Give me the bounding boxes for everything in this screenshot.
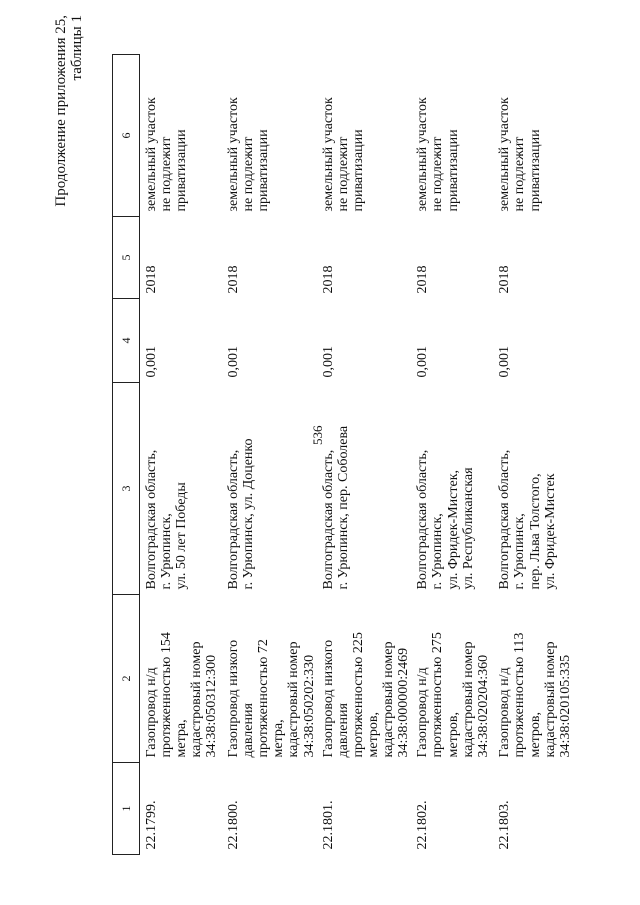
privatization-note: земельный участок не подлежит приватизации <box>144 97 190 212</box>
object-address: Волгоградская область, г. Урюпинск, ул. 50 лет Победы <box>144 449 190 590</box>
property-table <box>112 54 575 855</box>
object-address: Волгоградская область, г. Урюпинск, ул. Фридек-Мистек, ул. Республиканская <box>415 449 476 590</box>
object-description: Газопровод н/д протяженностью 275 метров, кадастровый номер 34:38:020204:360 <box>415 632 491 758</box>
row-number: 22.1801. <box>320 800 336 850</box>
row-number: 22.1799. <box>144 800 159 850</box>
object-description: Газопровод н/д протяженностью 113 метров, кадастровый номер 34:38:020105:335 <box>497 632 573 758</box>
year-value: 2018 <box>497 265 513 294</box>
privatization-note: земельный участок не подлежит приватизации <box>320 97 366 212</box>
area-value: 0,001 <box>415 346 431 378</box>
table-header-row <box>113 55 140 855</box>
year-value: 2018 <box>415 265 431 294</box>
area-value: 0,001 <box>226 346 241 378</box>
row-number: 22.1803. <box>497 800 513 850</box>
table-row <box>411 55 493 855</box>
header-col-6: 6 <box>113 55 140 217</box>
table-row <box>140 55 223 855</box>
area-value: 0,001 <box>497 346 513 378</box>
year-value: 2018 <box>226 265 241 294</box>
object-address: Волгоградская область, г. Урюпинск, пер. Льва Толстого, ул. Фридек-Мистек <box>497 449 558 590</box>
object-description: Газопровод низкого давления протяженностью 225 метров, кадастровый номер 34:38:000000:2469 <box>320 632 412 758</box>
header-col-5: 5 <box>113 217 140 299</box>
object-description: Газопровод н/д протяженностью 154 метра, кадастровый номер 34:38:050312:300 <box>144 632 220 758</box>
object-description: Газопровод низкого давления протяженностью 72 метра, кадастровый номер 34:38:050202:330 <box>226 639 317 758</box>
year-value: 2018 <box>144 265 159 294</box>
privatization-note: земельный участок не подлежит приватизации <box>415 97 461 212</box>
table-row <box>222 55 317 855</box>
page-number: 536 <box>310 425 325 445</box>
privatization-note: земельный участок не подлежит приватизации <box>497 97 543 212</box>
row-number: 22.1802. <box>415 800 431 850</box>
header-col-2: 2 <box>113 595 140 763</box>
privatization-note: земельный участок не подлежит приватизации <box>226 97 272 212</box>
header-col-3: 3 <box>113 383 140 595</box>
area-value: 0,001 <box>144 346 159 378</box>
object-address: Волгоградская область, г. Урюпинск, ул. Доценко <box>226 438 257 590</box>
object-address: Волгоградская область, г. Урюпинск, пер. Соболева <box>320 425 351 590</box>
table-row <box>493 55 575 855</box>
row-number: 22.1800. <box>226 800 241 850</box>
table-caption: Продолжение приложения 25, таблицы 1 <box>53 15 85 207</box>
header-col-4: 4 <box>113 299 140 383</box>
year-value: 2018 <box>320 265 336 294</box>
table-body <box>140 55 576 855</box>
area-value: 0,001 <box>320 346 336 378</box>
header-col-1: 1 <box>113 763 140 855</box>
table-row <box>317 55 412 855</box>
